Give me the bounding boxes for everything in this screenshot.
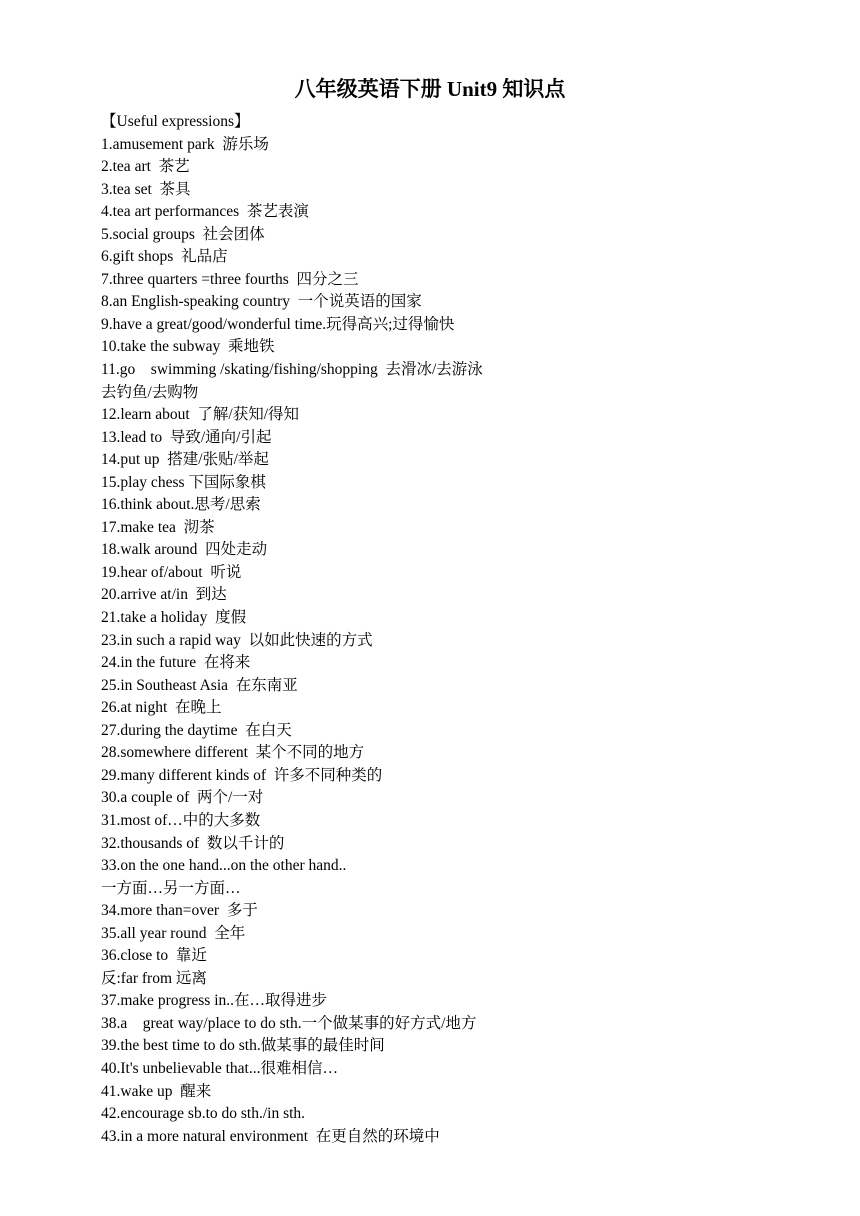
expression-line: 20.arrive at/in 到达: [101, 586, 227, 604]
expression-line: 2.tea art 茶艺: [101, 158, 190, 176]
expression-line: 21.take a holiday 度假: [101, 609, 247, 627]
expression-line: 37.make progress in..在…取得进步: [101, 992, 328, 1010]
expression-line: 16.think about.思考/思索: [101, 496, 261, 514]
expression-line: 31.most of…中的大多数: [101, 811, 261, 829]
expression-line: 35.all year round 全年: [101, 924, 246, 942]
expression-line: 10.take the subway 乘地铁: [101, 338, 275, 356]
expression-line: 13.lead to 导致/通向/引起: [101, 428, 272, 446]
expression-line: 4.tea art performances 茶艺表演: [101, 203, 309, 221]
expression-line: 3.tea set 茶具: [101, 180, 191, 198]
expression-line: 15.play chess 下国际象棋: [101, 473, 266, 491]
expression-line: 1.amusement park 游乐场: [101, 135, 269, 153]
expression-line: 19.hear of/about 听说: [101, 563, 242, 581]
expressions-list: [101, 111, 741, 1148]
lines-container: [101, 134, 741, 1149]
expression-line: 一方面…另一方面…: [101, 879, 241, 897]
expression-line: 27.during the daytime 在白天: [101, 721, 292, 739]
expression-line: 38.a great way/place to do sth.一个做某事的好方式/地方: [101, 1014, 477, 1032]
expression-line: 43.in a more natural environment 在更自然的环境中: [101, 1127, 440, 1145]
expression-line: 39.the best time to do sth.做某事的最佳时间: [101, 1037, 385, 1055]
expression-line: 32.thousands of 数以千计的: [101, 834, 285, 852]
expression-line: 8.an English-speaking country 一个说英语的国家: [101, 293, 422, 311]
expression-line: 14.put up 搭建/张贴/举起: [101, 451, 269, 469]
expression-line: 去钓鱼/去购物: [101, 383, 199, 401]
expression-line: 26.at night 在晚上: [101, 699, 222, 717]
expression-line: 6.gift shops 礼品店: [101, 248, 228, 266]
expression-line: 7.three quarters =three fourths 四分之三: [101, 270, 359, 288]
expression-line: 反:far from 远离: [101, 969, 207, 987]
expression-line: 25.in Southeast Asia 在东南亚: [101, 676, 298, 694]
expression-line: 41.wake up 醒来: [101, 1082, 212, 1100]
expression-line: 5.social groups 社会团体: [101, 225, 265, 243]
expression-line: 29.many different kinds of 许多不同种类的: [101, 766, 383, 784]
expression-line: 11.go swimming /skating/fishing/shopping 去滑冰/去游泳: [101, 361, 483, 379]
expression-line: 42.encourage sb.to do sth./in sth.: [101, 1105, 306, 1123]
expression-line: 33.on the one hand...on the other hand..: [101, 857, 347, 875]
expression-line: 23.in such a rapid way 以如此快速的方式: [101, 631, 373, 649]
expression-line: 28.somewhere different 某个不同的地方: [101, 744, 365, 762]
expression-line: 12.learn about 了解/获知/得知: [101, 406, 300, 424]
section-heading: 【Useful expressions】: [101, 113, 250, 130]
expression-line: 40.It's unbelievable that...很难相信…: [101, 1059, 338, 1077]
expression-line: 18.walk around 四处走动: [101, 541, 268, 559]
expression-line: 30.a couple of 两个/一对: [101, 789, 264, 807]
expression-line: 36.close to 靠近: [101, 947, 207, 965]
expression-line: 34.more than=over 多于: [101, 902, 258, 920]
expression-line: 17.make tea 沏茶: [101, 518, 215, 536]
page-title: 八年级英语下册 Unit9 知识点: [294, 77, 566, 101]
expression-line: 9.have a great/good/wonderful time.玩得高兴;过得愉快: [101, 315, 455, 333]
expression-line: 24.in the future 在将来: [101, 654, 251, 672]
